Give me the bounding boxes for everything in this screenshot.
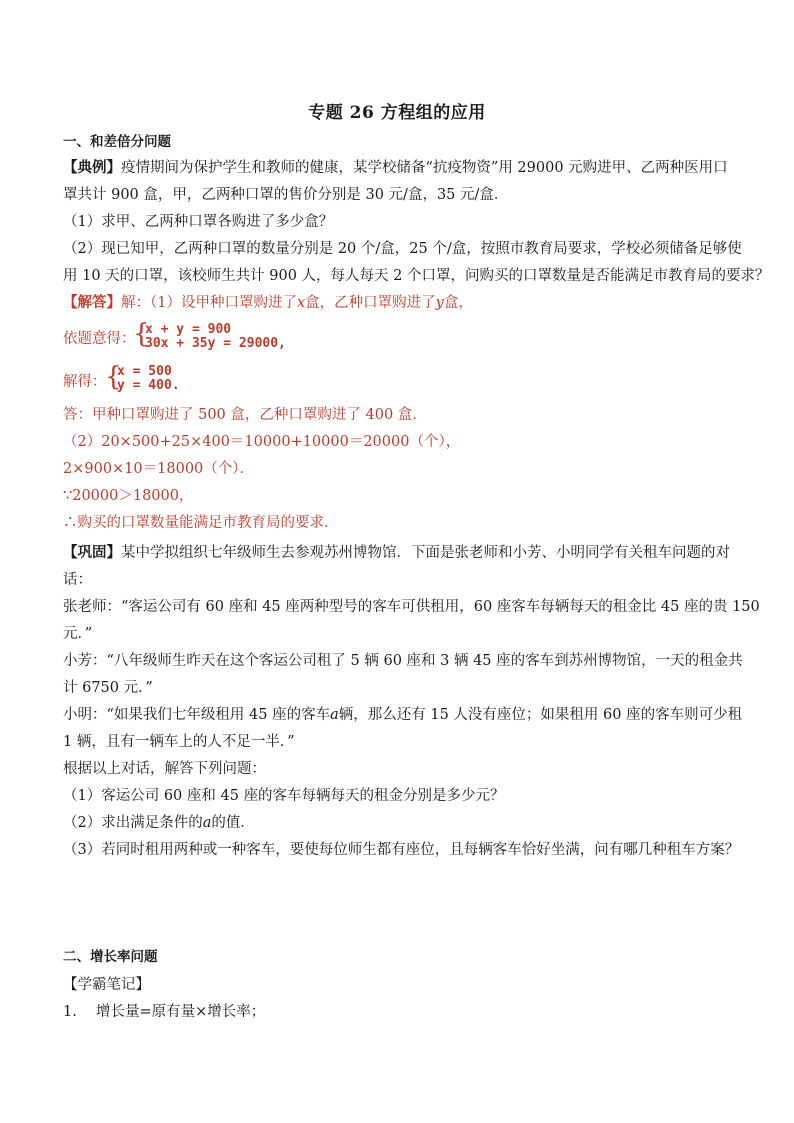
solution-1: x = 500 [117,364,172,379]
consolidation-q1: （1）客运公司 60 座和 45 座的客车每辆每天的租金分别是多少元？ [63,788,505,804]
question-2-line-1: （2）现已知甲，乙两种口罩的数量分别是 20 个/盒，25 个/盒，按照市教育局要求，学校必须储备足够使 [63,241,742,257]
xiaofang-line-2: 计 6750 元．” [63,680,153,696]
teacher-zhang-line-1: 张老师：“客运公司有 60 座和 45 座两种型号的客车可供租用，60 座客车每辆每天的租金比 45 座的贵 150 [63,599,760,615]
consolidation-line-2: 话： [63,572,92,588]
page-title: 专题 26 方程组的应用 [308,103,486,123]
equation-2: 30x + 35y = 29000, [145,336,286,351]
answer-tag: 【解答】 [63,294,121,311]
example-tag: 【典例】 [63,159,121,176]
xiaoming-line-2: 1 辆，且有一辆车上的人不足一半．” [63,734,295,750]
solution-brace: { [105,362,122,392]
solution-2: y = 400. [117,378,180,393]
calc-line-3: ∵20000＞18000， [63,488,194,504]
study-note-item-1: 1. 增长量=原有量×增长率； [63,1004,266,1020]
consolidation-q2: （2）求出满足条件的a的值． [63,815,255,831]
xiaoming-line-1: 小明：“如果我们七年级租用 45 座的客车a辆，那么还有 15 人没有座位；如果租用 60 座的客车则可少租 [63,707,743,723]
solve-label: 解得： [63,374,107,390]
calc-line-2: 2×900×10＝18000（个）． [63,461,255,477]
equation-brace: { [133,319,150,349]
intro-text: 根据以上对话，解答下列问题： [63,761,266,777]
conclusion: ∴购买的口罩数量能满足市教育局的要求． [63,515,339,531]
teacher-zhang-line-2: 元．” [63,626,93,642]
question-2-line-2: 用 10 天的口罩，该校师生共计 900 人，每人每天 2 个口罩，问购买的口罩数量是否能满足市教育局的要求？ [63,268,770,284]
section-1-heading: 一、和差倍分问题 [63,134,171,150]
study-note-tag: 【学霸笔记】 [63,977,150,993]
consolidation-tag: 【巩固】 [63,544,121,561]
calc-line-1: （2）20×500+25×400＝10000+10000＝20000（个）， [63,434,461,450]
consolidation-q3: （3）若同时租用两种或一种客车，要使每位师生都有座位，且每辆客车恰好坐满，问有哪几种租车方案？ [63,842,740,858]
setup-label: 依题意得： [63,331,136,347]
answer-line-1: 【解答】解：（1）设甲种口罩购进了x盒，乙种口罩购进了y盒， [63,294,473,311]
consolidation-line-1: 【巩固】某中学拟组织七年级师生去参观苏州博物馆．下面是张老师和小芳、小明同学有关租车问题的对 [63,544,730,561]
answer-1: 答：甲种口罩购进了 500 盒，乙种口罩购进了 400 盒． [63,407,427,423]
xiaofang-line-1: 小芳：“八年级师生昨天在这个客运公司租了 5 辆 60 座和 3 辆 45 座的客车到苏州博物馆，一天的租金共 [63,653,743,669]
equation-1: x + y = 900 [145,322,232,337]
question-1: （1）求甲、乙两种口罩各购进了多少盒？ [63,214,334,230]
example-line-2: 罩共计 900 盒，甲，乙两种口罩的售价分别是 30 元/盒，35 元/盒． [63,187,509,203]
section-2-heading: 二、增长率问题 [63,949,158,965]
example-line-1 [63,158,735,178]
example-text-1: 疫情期间为保护学生和教师的健康，某学校储备“抗疫物资”用 29000 元购进甲、乙两种医用口 [121,160,728,176]
